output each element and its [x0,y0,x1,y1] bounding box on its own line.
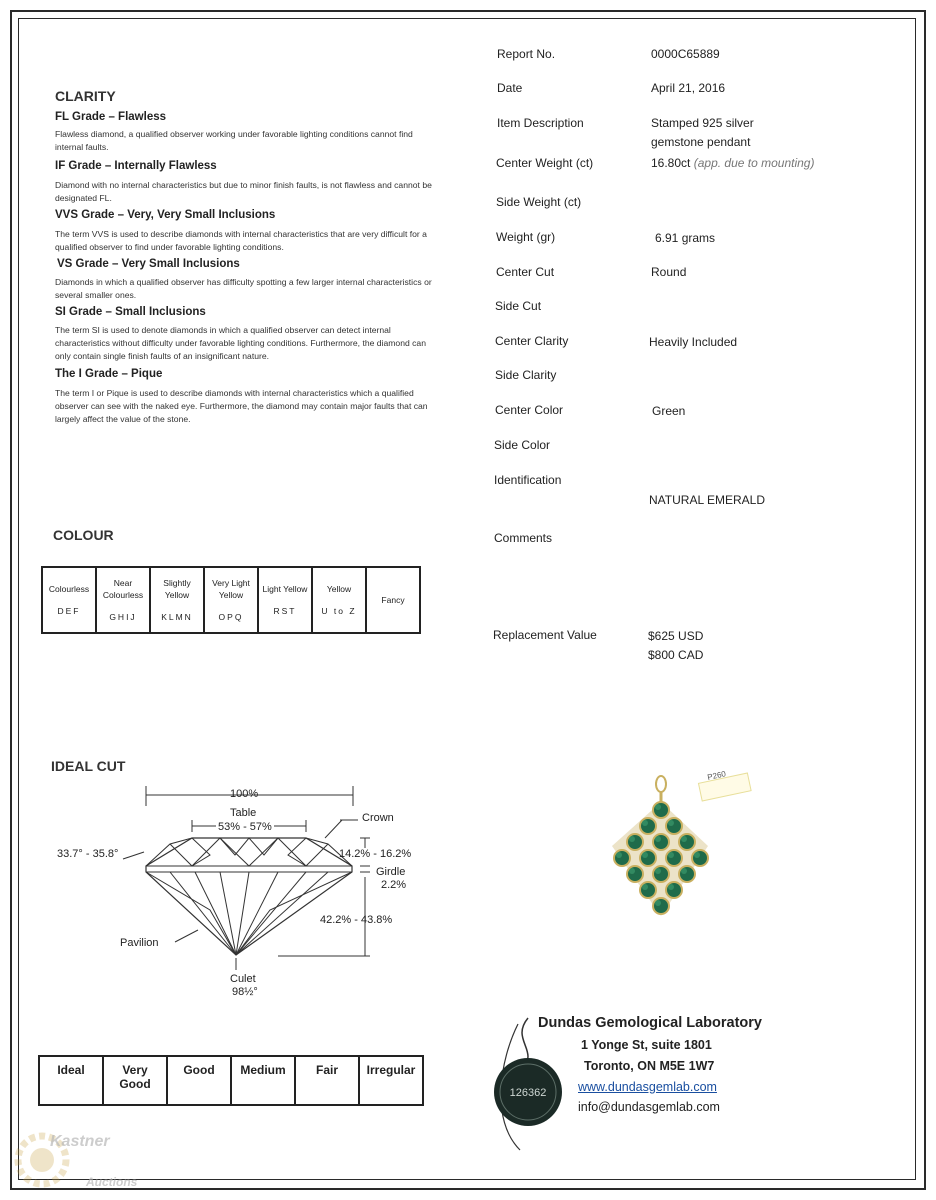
date-label: Date [497,81,523,95]
lab-name: Dundas Gemological Laboratory [538,1015,762,1031]
side-cut-label: Side Cut [495,299,542,313]
replacement-value-usd: $625 USD [648,629,704,643]
girdle-label: Girdle [376,866,406,878]
center-cut-label: Center Cut [496,265,555,279]
seal-number: 126362 [509,1087,547,1099]
lab-address-line2: Toronto, ON M5E 1W7 [584,1059,715,1073]
crown-label: Crown [362,812,394,824]
clarity-desc-fl: Flawless diamond, a qualified observer working under favorable lighting conditions cannot find internal faults. [55,129,413,152]
lab-email: info@dundasgemlab.com [578,1100,720,1114]
watermark-line1: Kastner [50,1133,110,1150]
clarity-grade-vvs: VVS Grade – Very, Very Small Inclusions [55,209,276,221]
clarity-desc-i: The term I or Pique is used to describe diamonds with internal characteristics which a qualified observer can see with the naked eye. Furthermore, the diamond may contain major faults that can largely affect the value of the stone. [55,388,428,424]
report-no-label: Report No. [497,47,556,61]
colour-label: Slightly Yellow [163,578,191,600]
crown-angle-label: 33.7° - 35.8° [57,848,119,860]
cut-grade-irregular: Irregular [359,1056,423,1105]
crown-height-label: 14.2% - 16.2% [339,848,412,860]
girdle-value: 2.2% [381,879,407,891]
total-width-label: 100% [230,788,259,800]
colour-cell-very-light-yellow [204,567,258,633]
colour-label: Light Yellow [262,584,308,594]
culet-value: 98½° [232,986,258,998]
item-description-value: Stamped 925 silver gemstone pendant [651,116,754,149]
cut-grade-ideal: Ideal [39,1056,103,1105]
colour-code: OPQ [218,612,244,622]
table-label: Table [230,807,257,819]
colour-cell-light-yellow [258,567,312,633]
lab-address-line1: 1 Yonge St, suite 1801 [581,1038,712,1052]
center-cut-value: Round [651,265,687,279]
center-weight-amount: 16.80ct [651,156,691,170]
identification-value: NATURAL EMERALD [649,493,766,507]
cut-grade-fair: Fair [295,1056,359,1105]
report-no-value: 0000C65889 [651,47,720,61]
cut-grade-table [38,1055,424,1106]
colour-cell-yellow [312,567,366,633]
bail [656,776,666,792]
colour-code: GHIJ [109,612,137,622]
cut-grade-good: Good [167,1056,231,1105]
center-color-label: Center Color [495,403,564,417]
lab-seal [470,1010,580,1160]
watermark-line2: Auctions [86,1175,138,1189]
colour-cell-fancy [366,567,420,633]
colour-code: DEF [57,606,81,616]
pendant-photo [590,768,770,928]
colour-code: U to Z [321,606,357,616]
identification-label: Identification [494,473,562,487]
center-color-value: Green [652,404,686,418]
comments-label: Comments [494,531,553,545]
replacement-value-cad: $800 CAD [648,648,704,662]
replacement-value-label: Replacement Value [493,628,597,642]
colour-label: Very Light Yellow [212,578,250,600]
colour-code: RST [273,606,297,616]
clarity-desc-if: Diamond with no internal characteristics but due to minor finish faults, is not flawless and cannot be designated FL. [55,180,432,203]
weight-label: Weight (gr) [496,230,556,244]
colour-heading: COLOUR [53,527,114,543]
clarity-grade-if: IF Grade – Internally Flawless [55,160,217,172]
colour-label: Fancy [381,595,405,605]
center-weight-note: (app. due to mounting) [693,156,815,170]
colour-scale-table [41,566,421,634]
colour-cell-near-colourless [96,567,150,633]
date-value: April 21, 2016 [651,81,726,95]
colour-label: Colourless [48,584,90,594]
culet-label: Culet [230,973,256,985]
pavilion-depth-label: 42.2% - 43.8% [320,914,393,926]
clarity-heading: CLARITY [55,88,116,104]
cut-grade-medium: Medium [231,1056,295,1105]
item-description-label: Item Description [497,116,584,130]
clarity-desc-vs: Diamonds in which a qualified observer has difficulty spotting a few larger internal characteristics or several smaller ones. [55,277,432,300]
lab-website-link[interactable]: www.dundasgemlab.com [578,1080,717,1094]
clarity-grade-fl: FL Grade – Flawless [55,111,167,123]
colour-label: Yellow [326,584,352,594]
clarity-grade-si: SI Grade – Small Inclusions [55,306,206,318]
colour-cell-colourless [42,567,96,633]
ideal-cut-heading: IDEAL CUT [51,758,126,774]
colour-label: Near Colourless [102,578,144,600]
center-weight-value [651,154,814,173]
center-weight-label: Center Weight (ct) [496,156,594,170]
colour-code: KLMN [161,612,193,622]
clarity-grade-i: The I Grade – Pique [55,368,163,380]
colour-cell-slightly-yellow [150,567,204,633]
center-clarity-label: Center Clarity [495,334,569,348]
table-range-label: 53% - 57% [218,821,272,833]
center-clarity-value: Heavily Included [649,335,738,349]
cut-grade-very-good: Very Good [103,1056,167,1105]
weight-value: 6.91 grams [655,231,716,245]
pavilion-label: Pavilion [120,937,159,949]
clarity-grade-vs: VS Grade – Very Small Inclusions [57,258,240,270]
price-tag-text: P260 [706,769,727,782]
side-clarity-label: Side Clarity [495,368,557,382]
side-color-label: Side Color [494,438,551,452]
clarity-desc-si: The term SI is used to denote diamonds in which a qualified observer can detect internal characteristics without difficulty under favorable lighting conditions. Furthermore, the diamond can only contain single finish faults of an insignificant nature. [55,325,426,361]
clarity-desc-vvs: The term VVS is used to describe diamonds with internal characteristics that are very difficult for a qualified observer to find under favorable lighting conditions. [55,229,427,252]
side-weight-label: Side Weight (ct) [496,195,582,209]
